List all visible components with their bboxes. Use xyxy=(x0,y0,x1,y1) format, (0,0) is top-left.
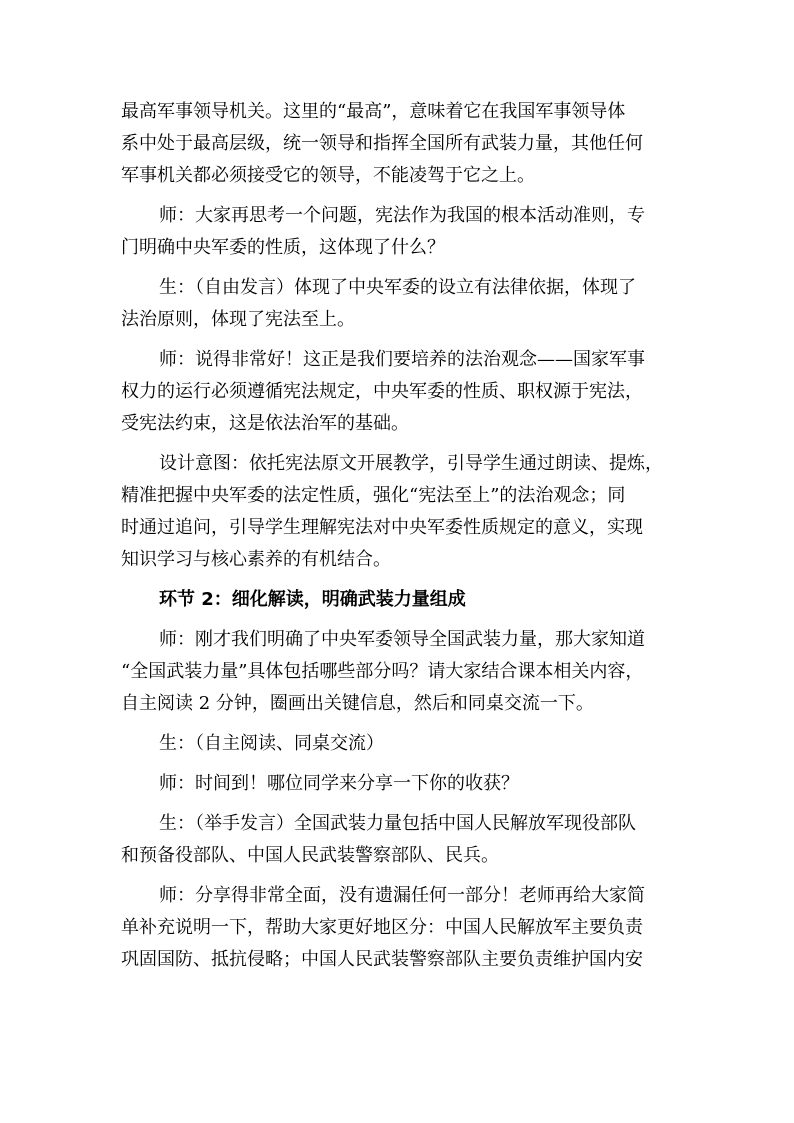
paragraph xyxy=(121,272,673,336)
text-line: 军事机关都必须接受它的领导，不能凌驾于它之上。 xyxy=(121,165,535,186)
text-line: 师：刚才我们明确了中央军委领导全国武装力量，那大家知道 xyxy=(159,629,645,650)
text-line: 时通过追问，引导学生理解宪法对中央军委性质规定的意义，实现 xyxy=(121,517,643,538)
document-page xyxy=(121,96,673,976)
text-line: 师：说得非常好！这正是我们要培养的法治观念——国家军事 xyxy=(159,349,645,370)
text-line: 巩固国防、抵抗侵略；中国人民武装警察部队主要负责维护国内安 xyxy=(121,949,643,970)
paragraph xyxy=(121,808,673,872)
text-line: 和预备役部队、中国人民武装警察部队、民兵。 xyxy=(121,845,499,866)
text-line: 生：（自由发言）体现了中央军委的设立有法律依据，体现了 xyxy=(159,277,636,298)
text-line: 生：（自主阅读、同桌交流） xyxy=(159,733,384,754)
text-line: 生：（举手发言）全国武装力量包括中国人民解放军现役部队 xyxy=(159,813,636,834)
text-line: 最高军事领导机关。这里的“最高”，意味着它在我国军事领导体 xyxy=(121,101,626,122)
paragraph xyxy=(121,96,673,192)
text-line: 单补充说明一下，帮助大家更好地区分：中国人民解放军主要负责 xyxy=(121,917,643,938)
paragraph xyxy=(121,344,673,440)
text-line: 系中处于最高层级，统一领导和指挥全国所有武装力量，其他任何 xyxy=(121,133,643,154)
text-line: 门明确中央军委的性质，这体现了什么？ xyxy=(121,237,445,258)
paragraph xyxy=(121,624,673,720)
text-line: 自主阅读 2 分钟，圈画出关键信息，然后和同桌交流一下。 xyxy=(121,693,594,714)
paragraph xyxy=(121,880,673,976)
text-line: 精准把握中央军委的法定性质，强化“宪法至上”的法治观念；同 xyxy=(121,485,626,506)
text-line: 受宪法约束，这是依法治军的基础。 xyxy=(121,413,409,434)
paragraph xyxy=(121,728,673,760)
text-line: 师：分享得非常全面，没有遗漏任何一部分！老师再给大家简 xyxy=(159,885,645,906)
section-heading-text: 环节 2：细化解读，明确武装力量组成 xyxy=(159,589,466,610)
text-line: 师：时间到！哪位同学来分享一下你的收获？ xyxy=(159,773,519,794)
text-line: 权力的运行必须遵循宪法规定，中央军委的性质、职权源于宪法， xyxy=(121,381,643,402)
text-line: 师：大家再思考一个问题，宪法作为我国的根本活动准则，专 xyxy=(159,205,645,226)
paragraph xyxy=(121,768,673,800)
text-line: 知识学习与核心素养的有机结合。 xyxy=(121,549,391,570)
text-line: 设计意图：依托宪法原文开展教学，引导学生通过朗读、提炼， xyxy=(159,453,663,474)
text-line: “全国武装力量”具体包括哪些部分吗？请大家结合课本相关内容， xyxy=(121,661,644,682)
paragraph xyxy=(121,200,673,264)
paragraph xyxy=(121,448,673,576)
text-line: 法治原则，体现了宪法至上。 xyxy=(121,309,355,330)
section-heading xyxy=(121,584,673,616)
